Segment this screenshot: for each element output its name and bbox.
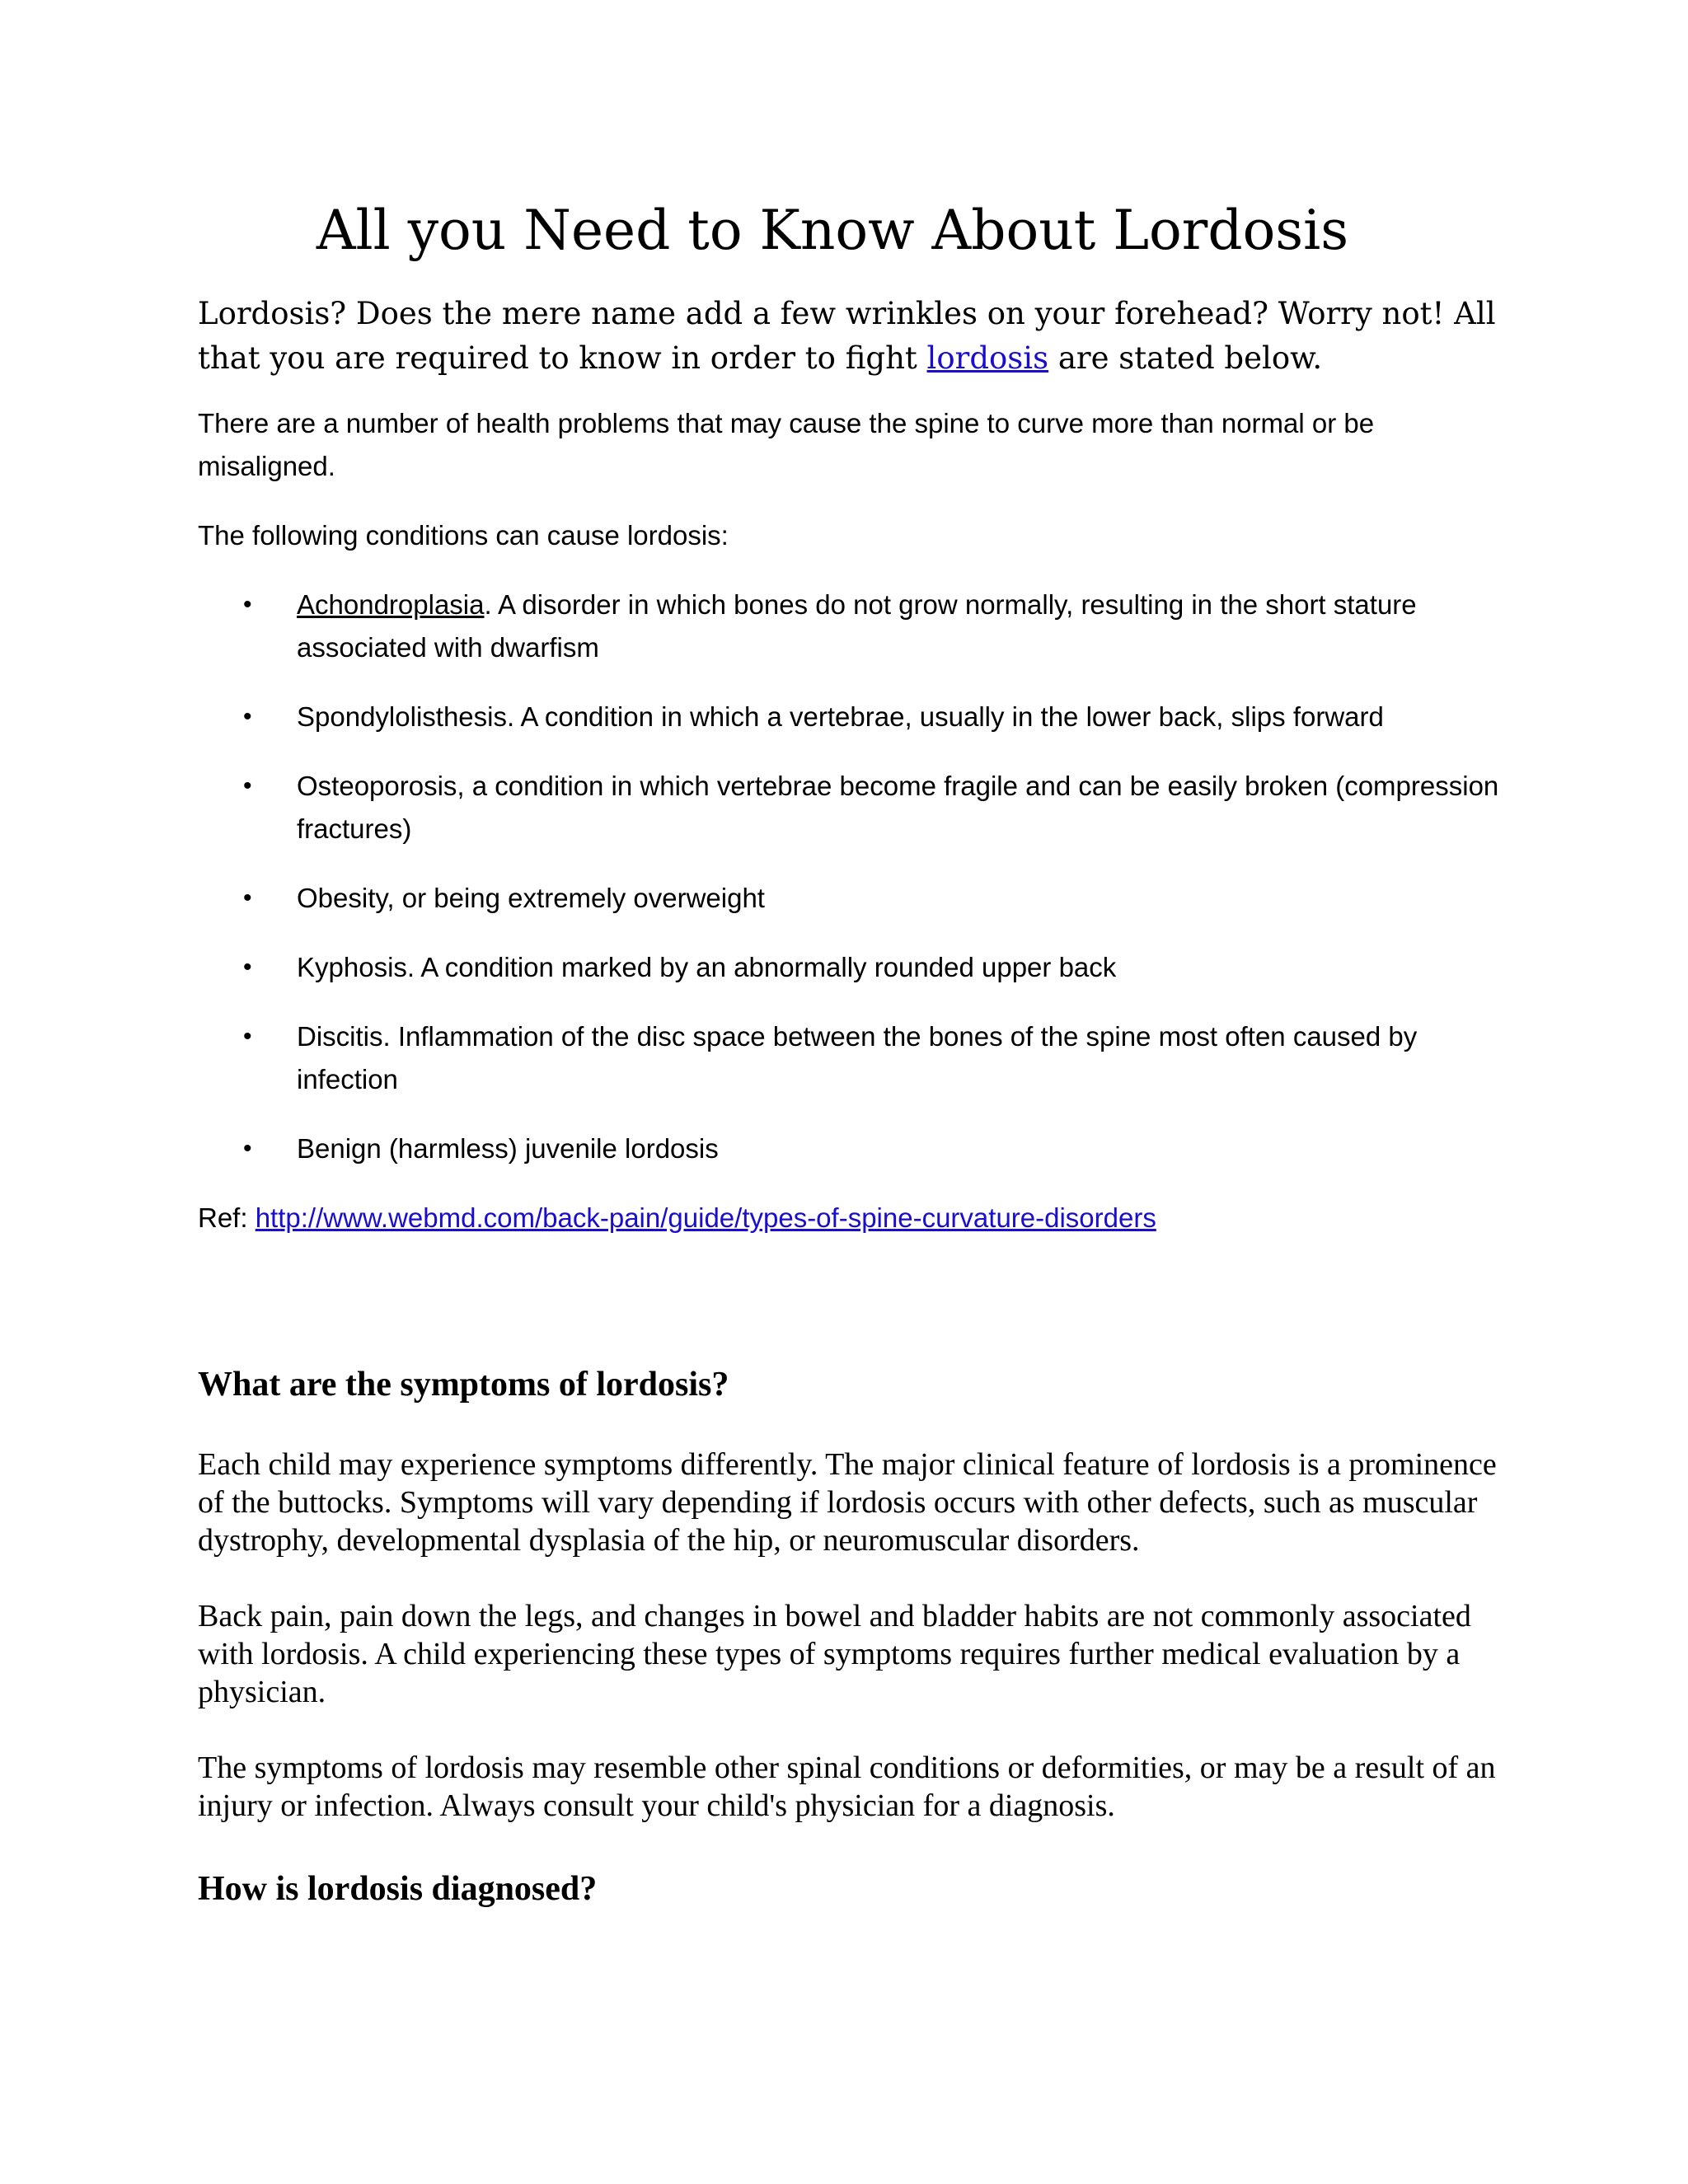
symptoms-paragraph-1: Each child may experience symptoms differently. The major clinical feature of lordosis is a prominence of the buttocks. Symptoms will vary depending if lordosis occurs with other defects, such as muscular dystrophy, developmental dysplasia of the hip, or neuromuscular disorders. — [198, 1447, 1497, 1558]
diagnosis-heading: How is lordosis diagnosed? — [198, 1870, 598, 1908]
bullet-icon: • — [243, 591, 252, 618]
list-item — [198, 1015, 1500, 1101]
health-problems-paragraph: There are a number of health problems that may cause the spine to curve more than normal or be misaligned. — [198, 408, 1375, 481]
reference-line — [198, 1197, 1500, 1240]
bullet-icon: • — [243, 884, 252, 912]
lordosis-link[interactable]: lordosis — [926, 340, 1049, 376]
list-item — [198, 583, 1500, 669]
bullet-icon: • — [243, 954, 252, 981]
document-title: All you Need to Know About Lordosis — [316, 199, 1349, 262]
symptoms-heading: What are the symptoms of lordosis? — [198, 1366, 729, 1404]
symptoms-paragraph-2: Back pain, pain down the legs, and changes in bowel and bladder habits are not commonly associated with lordosis. A child experiencing these types of symptoms requires further medical evaluation by a physician. — [198, 1599, 1471, 1709]
list-item-text: Osteoporosis, a condition in which vertebrae become fragile and can be easily broken (compression fractures) — [297, 771, 1499, 844]
document-page — [198, 190, 1500, 1912]
list-item-text: . A disorder in which bones do not grow normally, resulting in the short stature associated with dwarfism — [297, 589, 1417, 663]
bullet-icon: • — [243, 1023, 252, 1050]
list-item — [198, 696, 1500, 738]
list-item-text: Benign (harmless) juvenile lordosis — [297, 1133, 719, 1164]
intro-text-after: are stated below. — [1048, 340, 1323, 376]
list-item-text: Discitis. Inflammation of the disc space between the bones of the spine most often caused by infection — [297, 1021, 1418, 1094]
symptoms-paragraph-3: The symptoms of lordosis may resemble other spinal conditions or deformities, or may be a result of an injury or infection. Always consult your child's physician for a diagnosis. — [198, 1750, 1496, 1823]
list-item — [198, 1127, 1500, 1170]
list-item — [198, 877, 1500, 920]
list-item-text: Kyphosis. A condition marked by an abnormally rounded upper back — [297, 952, 1117, 982]
list-item — [198, 946, 1500, 989]
conditions-intro-paragraph: The following conditions can cause lordosis: — [198, 520, 729, 551]
reference-label: Ref: — [198, 1202, 256, 1233]
causes-list — [198, 583, 1500, 1170]
bullet-icon: • — [243, 1135, 252, 1162]
bullet-icon: • — [243, 703, 252, 730]
achondroplasia-term: Achondroplasia — [297, 589, 485, 620]
bullet-icon: • — [243, 772, 252, 799]
intro-text-before: Lordosis? Does the mere name add a few wrinkles on your forehead? Worry not! All that you are required to know in order to fight — [198, 296, 1496, 376]
list-item-text: Obesity, or being extremely overweight — [297, 883, 765, 913]
list-item — [198, 765, 1500, 851]
list-item-text: Spondylolisthesis. A condition in which a vertebrae, usually in the lower back, slips forward — [297, 701, 1384, 732]
reference-link[interactable]: http://www.webmd.com/back-pain/guide/types-of-spine-curvature-disorders — [255, 1202, 1156, 1233]
intro-paragraph — [198, 292, 1500, 381]
